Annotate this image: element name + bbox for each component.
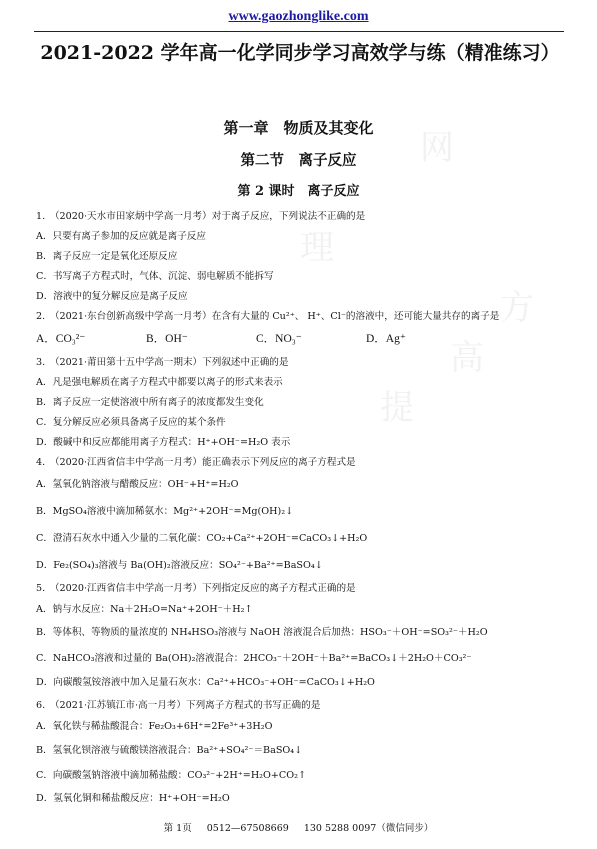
question-6-stem: 6. （2021·江苏镇江市·高一月考）下列离子方程式的书写正确的是 xyxy=(36,700,321,711)
contact-phone: 0512—67508669 xyxy=(206,823,289,834)
question-2-option-b: B．OH⁻ xyxy=(146,333,188,345)
header-rule xyxy=(34,31,564,32)
question-3-option-d: D．酸碱中和反应都能用离子方程式：H⁺+OH⁻=H₂O 表示 xyxy=(36,437,291,448)
question-5-option-d: D．向碳酸氢铵溶液中加入足量石灰水：Ca²⁺+HCO₃⁻+OH⁻=CaCO₃↓+H₂O xyxy=(36,677,375,688)
question-1-stem: 1. （2020·天水市田家炳中学高一月考）对于离子反应，下列说法不正确的是 xyxy=(36,211,366,222)
question-2-option-c: C．NO₃⁻ xyxy=(256,333,302,345)
header-url[interactable]: www.gaozhonglike.com xyxy=(228,9,369,24)
question-2-option-a: A．CO₃²⁻ xyxy=(36,333,86,345)
chapter-heading: 第一章 物质及其变化 xyxy=(223,119,374,137)
question-4-option-b: B．MgSO₄溶液中滴加稀氨水：Mg²⁺+2OH⁻=Mg(OH)₂↓ xyxy=(36,506,294,517)
question-2-options xyxy=(36,330,576,346)
question-6-option-c: C．向碳酸氢钠溶液中滴加稀盐酸：CO₃²⁻+2H⁺=H₂O+CO₂↑ xyxy=(36,770,307,781)
question-4-option-d: D．Fe₂(SO₄)₃溶液与 Ba(OH)₂溶液反应：SO₄²⁻+Ba²⁺=BaSO₄↓ xyxy=(36,560,323,571)
question-5-option-a: A．钠与水反应：Na＋2H₂O=Na⁺+2OH⁻＋H₂↑ xyxy=(36,604,253,615)
question-3-option-a: A．凡是强电解质在离子方程式中都要以离子的形式来表示 xyxy=(36,377,283,388)
watermark: 理 xyxy=(300,228,334,268)
contact-mobile: 130 5288 0097（微信同步） xyxy=(303,823,434,834)
question-5-option-c: C．NaHCO₃溶液和过量的 Ba(OH)₂溶液混合：2HCO₃⁻＋2OH⁻＋Ba²⁺=BaCO₃↓＋2H₂O＋CO₃²⁻ xyxy=(36,653,472,664)
page-number: 第 1页 xyxy=(163,823,192,834)
question-5-option-b: B．等体积、等物质的量浓度的 NH₄HSO₃溶液与 NaOH 溶液混合后加热：HSO₃⁻＋OH⁻=SO₃²⁻＋H₂O xyxy=(36,627,488,638)
question-3-option-b: B．离子反应一定使溶液中所有离子的浓度都发生变化 xyxy=(36,397,264,408)
question-6-option-d: D．氢氧化铜和稀盐酸反应：H⁺+OH⁻=H₂O xyxy=(36,793,230,804)
lesson-heading: 第 2 课时 离子反应 xyxy=(237,184,360,199)
section-heading: 第二节 离子反应 xyxy=(240,152,357,169)
document-title: 2021-2022 学年高一化学同步学习高效学与练（精准练习） xyxy=(40,42,560,64)
question-4-stem: 4. （2020·江西省信丰中学高一月考）能正确表示下列反应的离子方程式是 xyxy=(36,457,356,468)
question-5-stem: 5. （2020·江西省信丰中学高一月考）下列指定反应的离子方程式正确的是 xyxy=(36,583,356,594)
question-2-option-d: D．Ag⁺ xyxy=(366,333,406,345)
watermark: 方 xyxy=(500,288,534,328)
question-4-option-a: A．氢氧化钠溶液与醋酸反应：OH⁻+H⁺=H₂O xyxy=(36,479,239,490)
question-2-stem: 2. （2021·东台创新高级中学高一月考）在含有大量的 Cu²⁺、 H⁺、Cl⁻的溶液中，还可能大量共存的离子是 xyxy=(36,311,500,322)
question-3-stem: 3. （2021·莆田第十五中学高一期末）下列叙述中正确的是 xyxy=(36,357,289,368)
question-6-option-a: A．氧化铁与稀盐酸混合：Fe₂O₃+6H⁺=2Fe³⁺+3H₂O xyxy=(36,721,273,732)
question-1-option-d: D．溶液中的复分解反应是离子反应 xyxy=(36,291,188,302)
watermark: 高 xyxy=(450,338,484,378)
question-1-option-b: B．离子反应一定是氧化还原反应 xyxy=(36,251,178,262)
watermark: 网 xyxy=(420,128,454,168)
question-1-option-a: A．只要有离子参加的反应就是离子反应 xyxy=(36,231,207,242)
question-6-option-b: B．氢氧化钡溶液与硫酸镁溶液混合：Ba²⁺+SO₄²⁻＝BaSO₄↓ xyxy=(36,745,303,756)
question-1-option-c: C．书写离子方程式时，气体、沉淀、弱电解质不能拆写 xyxy=(36,271,274,282)
page-footer xyxy=(0,820,597,834)
question-4-option-c: C．澄清石灰水中通入少量的二氧化碳：CO₂+Ca²⁺+2OH⁻=CaCO₃↓+H₂O xyxy=(36,533,368,544)
watermark: 提 xyxy=(380,388,414,428)
question-3-option-c: C．复分解反应必须具备离子反应的某个条件 xyxy=(36,417,226,428)
